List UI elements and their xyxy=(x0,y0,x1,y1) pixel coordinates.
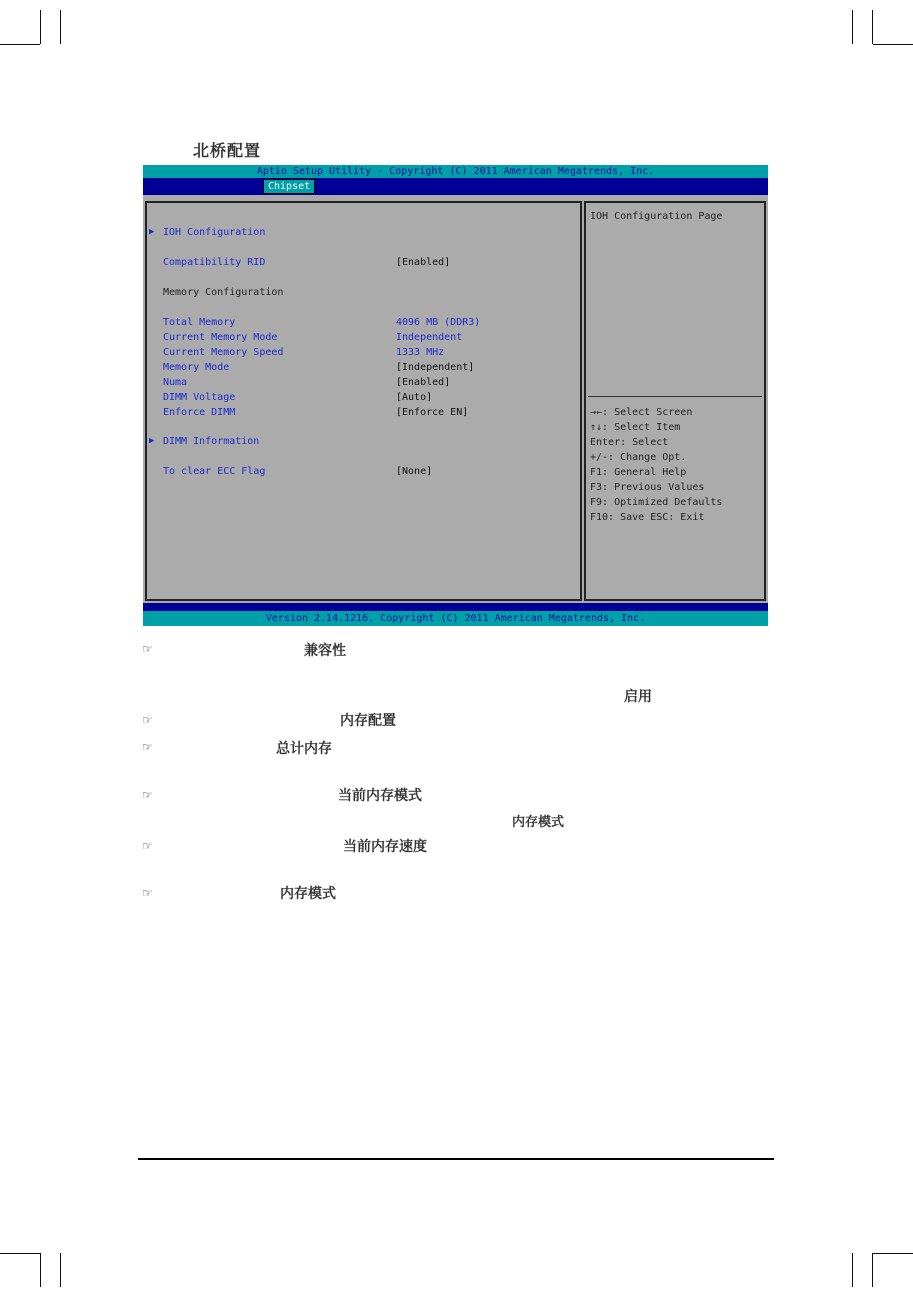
page-title: 北桥配置 xyxy=(193,141,262,160)
bios-header: Aptio Setup Utility - Copyright (C) 2011 American Megatrends, Inc. xyxy=(143,165,768,178)
crop-mark xyxy=(852,1253,853,1287)
key-hint: →←: Select Screen xyxy=(590,407,693,418)
key-hint: ↑↓: Select Item xyxy=(590,422,681,433)
pointing-hand-icon: ☞ xyxy=(142,713,153,727)
desc-current-memory-mode: 当前内存模式 xyxy=(338,788,422,804)
info-total-memory: Total Memory 4096 MB (DDR3) xyxy=(163,317,481,328)
desc-memory-mode-ref: 内存模式 xyxy=(512,815,565,830)
key-hint: F3: Previous Values xyxy=(590,482,705,493)
bios-body xyxy=(143,195,768,603)
desc-memory-mode: 内存模式 xyxy=(280,886,336,902)
crop-mark xyxy=(873,1253,913,1254)
pointing-hand-icon: ☞ xyxy=(142,642,153,656)
setting-numa[interactable]: Numa [Enabled] xyxy=(163,377,451,388)
setting-memory-mode[interactable]: Memory Mode [Independent] xyxy=(163,362,475,373)
key-legend xyxy=(590,405,722,525)
crop-mark xyxy=(0,44,40,45)
crop-mark xyxy=(872,10,873,44)
crop-mark xyxy=(873,44,913,45)
help-text: IOH Configuration Page xyxy=(590,211,723,222)
tab-chipset[interactable]: Chipset xyxy=(263,179,315,194)
bios-settings-panel xyxy=(145,201,582,601)
crop-mark xyxy=(0,1253,40,1254)
bios-tab-bar xyxy=(143,178,768,193)
crop-mark xyxy=(40,10,41,44)
key-hint: F10: Save ESC: Exit xyxy=(590,512,705,523)
desc-compatibility: 兼容性 xyxy=(304,643,346,659)
menu-item-dimm-information[interactable]: ▶ DIMM Information xyxy=(149,436,260,447)
crop-mark xyxy=(40,1253,41,1287)
crop-mark xyxy=(60,10,61,44)
submenu-arrow-icon: ▶ xyxy=(149,436,155,446)
setting-clear-ecc-flag[interactable]: To clear ECC Flag [None] xyxy=(163,466,433,477)
pointing-hand-icon: ☞ xyxy=(142,839,153,853)
setting-compatibility-rid[interactable]: Compatibility RID [Enabled] xyxy=(163,257,451,268)
setting-dimm-voltage[interactable]: DIMM Voltage [Auto] xyxy=(163,392,433,403)
help-divider xyxy=(588,396,762,397)
section-memory-configuration: Memory Configuration xyxy=(163,287,284,298)
bios-screen xyxy=(143,165,768,626)
crop-mark xyxy=(872,1253,873,1287)
menu-item-ioh-configuration[interactable]: ▶ IOH Configuration xyxy=(149,227,266,238)
submenu-arrow-icon: ▶ xyxy=(149,227,155,237)
bios-footer: Version 2.14.1216. Copyright (C) 2011 American Megatrends, Inc. xyxy=(143,611,768,626)
key-hint: F9: Optimized Defaults xyxy=(590,497,723,508)
desc-current-memory-speed: 当前内存速度 xyxy=(343,839,427,855)
footer-rule xyxy=(138,1158,774,1160)
desc-total-memory: 总计内存 xyxy=(276,741,332,757)
crop-mark xyxy=(60,1253,61,1287)
bios-help-panel xyxy=(584,201,766,601)
desc-memory-configuration: 内存配置 xyxy=(340,713,396,729)
crop-mark xyxy=(852,10,853,44)
key-hint: Enter: Select xyxy=(590,437,669,448)
pointing-hand-icon: ☞ xyxy=(142,740,153,754)
pointing-hand-icon: ☞ xyxy=(142,886,153,900)
info-current-memory-speed: Current Memory Speed 1333 MHz xyxy=(163,347,445,358)
info-current-memory-mode: Current Memory Mode Independent xyxy=(163,332,463,343)
pointing-hand-icon: ☞ xyxy=(142,788,153,802)
setting-enforce-dimm[interactable]: Enforce DIMM [Enforce EN] xyxy=(163,407,469,418)
key-hint: +/-: Change Opt. xyxy=(590,452,687,463)
desc-enabled: 启用 xyxy=(624,689,652,705)
key-hint: F1: General Help xyxy=(590,467,687,478)
